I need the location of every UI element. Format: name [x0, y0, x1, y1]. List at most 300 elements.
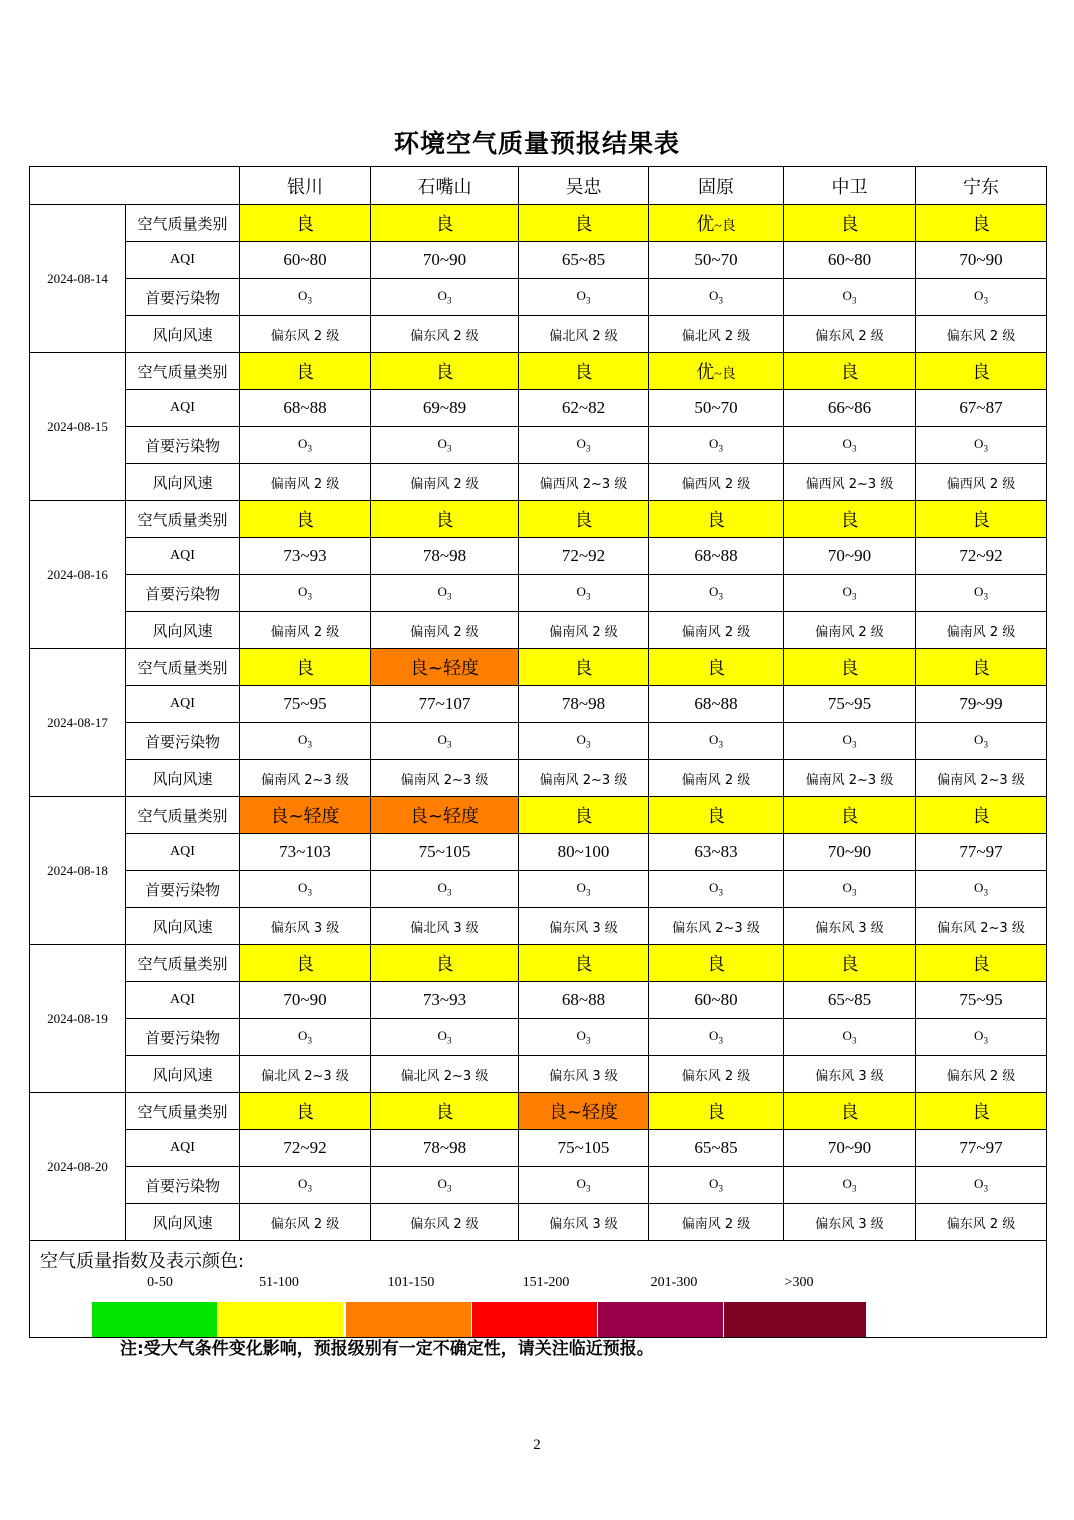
legend-swatch-moderate — [218, 1302, 343, 1338]
quality-category-text: 良 — [972, 362, 990, 383]
quality-category-text: 良~轻度 — [548, 1102, 619, 1123]
date-cell: 2024-08-16 — [30, 501, 126, 649]
wind-cell: 偏南风 2 级 — [916, 612, 1047, 649]
pollutant-cell: $O_3$ — [519, 1019, 649, 1056]
pollutant-cell: $O_3$ — [240, 871, 371, 908]
wind-cell: 偏南风 2 级 — [371, 464, 519, 501]
wind-cell: 偏东风 3 级 — [784, 1056, 916, 1093]
quality-category-cell — [371, 353, 519, 390]
aqi-cell: 50~70 — [649, 390, 784, 427]
wind-cell: 偏北风 2 级 — [519, 316, 649, 353]
aqi-cell: 73~93 — [371, 982, 519, 1019]
wind-cell: 偏南风 2 级 — [649, 1204, 784, 1241]
pollutant-cell: $O_3$ — [649, 279, 784, 316]
quality-category-text: 良~轻度 — [409, 658, 480, 679]
aqi-cell: 70~90 — [916, 242, 1047, 279]
day-row-category — [30, 353, 1047, 390]
wind-cell: 偏东风 2 级 — [371, 1204, 519, 1241]
pollutant-cell: $O_3$ — [916, 427, 1047, 464]
wind-cell: 偏北风 2~3 级 — [371, 1056, 519, 1093]
day-row-wind — [30, 316, 1047, 353]
aqi-cell: 78~98 — [371, 1130, 519, 1167]
row-label-pollutant: 首要污染物 — [126, 723, 240, 760]
wind-cell: 偏东风 3 级 — [784, 1204, 916, 1241]
pollutant-cell: $O_3$ — [240, 1019, 371, 1056]
pollutant-cell: $O_3$ — [519, 723, 649, 760]
row-label-wind: 风向风速 — [126, 612, 240, 649]
quality-category-text: 良 — [296, 362, 314, 383]
legend-range-label: >300 — [784, 1275, 814, 1290]
quality-category-cell — [784, 649, 916, 686]
aqi-cell: 78~98 — [371, 538, 519, 575]
quality-category-cell — [649, 797, 784, 834]
row-label-aqi: AQI — [126, 242, 240, 279]
quality-category-text: 良 — [574, 510, 593, 531]
wind-cell: 偏北风 3 级 — [371, 908, 519, 945]
aqi-cell: 73~103 — [240, 834, 371, 871]
pollutant-cell: $O_3$ — [916, 723, 1047, 760]
day-row-aqi — [30, 538, 1047, 575]
row-label-wind: 风向风速 — [126, 464, 240, 501]
wind-cell: 偏东风 2~3 级 — [649, 908, 784, 945]
aqi-cell: 68~88 — [649, 538, 784, 575]
aqi-cell: 70~90 — [784, 538, 916, 575]
aqi-cell: 77~97 — [916, 1130, 1047, 1167]
aqi-cell: 70~90 — [240, 982, 371, 1019]
quality-category-text: 良 — [574, 362, 593, 383]
aqi-cell: 67~87 — [916, 390, 1047, 427]
quality-category-cell — [371, 205, 519, 242]
pollutant-cell: $O_3$ — [649, 427, 784, 464]
pollutant-cell: $O_3$ — [784, 279, 916, 316]
aqi-cell: 72~92 — [916, 538, 1047, 575]
page-title: 环境空气质量预报结果表 — [393, 129, 680, 158]
legend-range-label: 101-150 — [387, 1275, 435, 1290]
legend-swatch-severe — [724, 1302, 866, 1338]
pollutant-cell: $O_3$ — [371, 427, 519, 464]
quality-category-cell — [916, 1093, 1047, 1130]
row-label-category: 空气质量类别 — [126, 205, 240, 242]
day-row-aqi — [30, 242, 1047, 279]
legend-swatch-light — [346, 1302, 471, 1338]
legend-swatch-medium — [472, 1302, 597, 1338]
quality-category-cell — [649, 1093, 784, 1130]
wind-cell: 偏东风 3 级 — [240, 908, 371, 945]
quality-category-cell — [519, 797, 649, 834]
pollutant-cell: $O_3$ — [519, 427, 649, 464]
pollutant-cell: $O_3$ — [371, 575, 519, 612]
legend-range-label: 151-200 — [522, 1275, 570, 1290]
wind-cell: 偏东风 2 级 — [649, 1056, 784, 1093]
city-header: 宁东 — [916, 167, 1047, 205]
aqi-cell: 75~105 — [519, 1130, 649, 1167]
page-number: 2 — [533, 1437, 541, 1453]
pollutant-cell: $O_3$ — [240, 279, 371, 316]
wind-cell: 偏南风 2 级 — [784, 612, 916, 649]
quality-category-cell — [916, 649, 1047, 686]
quality-category-text: 良 — [840, 510, 859, 531]
quality-category-text: 良 — [972, 214, 990, 235]
legend-swatch-heavy — [598, 1302, 723, 1338]
date-cell: 2024-08-14 — [30, 205, 126, 353]
pollutant-cell: $O_3$ — [784, 871, 916, 908]
aqi-cell: 65~85 — [649, 1130, 784, 1167]
quality-category-cell — [371, 1093, 519, 1130]
row-label-pollutant: 首要污染物 — [126, 279, 240, 316]
quality-category-text: 良 — [435, 362, 454, 383]
day-row-pollutant — [30, 871, 1047, 908]
pollutant-cell: $O_3$ — [649, 575, 784, 612]
aqi-cell: 77~97 — [916, 834, 1047, 871]
day-row-aqi — [30, 834, 1047, 871]
city-header: 固原 — [649, 167, 784, 205]
quality-category-text: 优 — [696, 214, 715, 235]
wind-cell: 偏西风 2 级 — [916, 464, 1047, 501]
legend-title: 空气质量指数及表示颜色: — [40, 1251, 245, 1272]
date-cell: 2024-08-17 — [30, 649, 126, 797]
corner-cell — [30, 167, 240, 205]
quality-category-text: 良 — [435, 510, 454, 531]
row-label-pollutant: 首要污染物 — [126, 575, 240, 612]
quality-category-text: 良 — [435, 214, 454, 235]
wind-cell: 偏南风 2 级 — [519, 612, 649, 649]
aqi-cell: 65~85 — [519, 242, 649, 279]
quality-category-cell — [519, 1093, 649, 1130]
day-row-pollutant — [30, 1019, 1047, 1056]
aqi-cell: 72~92 — [519, 538, 649, 575]
aqi-cell: 65~85 — [784, 982, 916, 1019]
pollutant-cell: $O_3$ — [371, 1167, 519, 1204]
aqi-cell: 60~80 — [649, 982, 784, 1019]
day-row-category — [30, 649, 1047, 686]
row-label-pollutant: 首要污染物 — [126, 427, 240, 464]
quality-category-text: 良 — [296, 954, 314, 975]
aqi-cell: 68~88 — [519, 982, 649, 1019]
city-header: 石嘴山 — [371, 167, 519, 205]
quality-category-text: 良 — [296, 1102, 314, 1123]
quality-category-text: 良 — [840, 806, 859, 827]
row-label-aqi: AQI — [126, 390, 240, 427]
quality-category-cell — [649, 205, 784, 242]
quality-category-cell — [240, 945, 371, 982]
day-row-category — [30, 945, 1047, 982]
aqi-cell: 69~89 — [371, 390, 519, 427]
quality-category-text: 良 — [435, 954, 454, 975]
quality-category-text: 良 — [435, 1102, 454, 1123]
quality-category-text: 良 — [707, 658, 725, 679]
wind-cell: 偏南风 2 级 — [371, 612, 519, 649]
quality-category-cell — [519, 649, 649, 686]
day-row-category — [30, 1093, 1047, 1130]
quality-category-cell — [240, 797, 371, 834]
city-header: 吴忠 — [519, 167, 649, 205]
wind-cell: 偏南风 2~3 级 — [916, 760, 1047, 797]
row-label-aqi: AQI — [126, 1130, 240, 1167]
quality-category-text: 良 — [840, 214, 859, 235]
quality-category-cell — [240, 649, 371, 686]
pollutant-cell: $O_3$ — [784, 1019, 916, 1056]
pollutant-cell: $O_3$ — [784, 723, 916, 760]
aqi-cell: 60~80 — [784, 242, 916, 279]
quality-category-text: 良 — [296, 658, 314, 679]
quality-category-cell — [519, 205, 649, 242]
pollutant-cell: $O_3$ — [784, 427, 916, 464]
pollutant-cell: $O_3$ — [916, 1167, 1047, 1204]
aqi-cell: 70~90 — [784, 834, 916, 871]
aqi-cell: 77~107 — [371, 686, 519, 723]
quality-category-cell — [371, 501, 519, 538]
aqi-cell: 75~95 — [916, 982, 1047, 1019]
quality-category-cell — [240, 1093, 371, 1130]
pollutant-cell: $O_3$ — [916, 1019, 1047, 1056]
row-label-category: 空气质量类别 — [126, 353, 240, 390]
city-header: 中卫 — [784, 167, 916, 205]
row-label-category: 空气质量类别 — [126, 797, 240, 834]
pollutant-cell: $O_3$ — [916, 575, 1047, 612]
day-row-aqi — [30, 686, 1047, 723]
date-cell: 2024-08-18 — [30, 797, 126, 945]
quality-category-text: 良~轻度 — [270, 806, 340, 827]
row-label-pollutant: 首要污染物 — [126, 1167, 240, 1204]
pollutant-cell: $O_3$ — [371, 723, 519, 760]
quality-category-cell — [784, 1093, 916, 1130]
wind-cell: 偏西风 2~3 级 — [784, 464, 916, 501]
pollutant-cell: $O_3$ — [371, 871, 519, 908]
aqi-cell: 75~95 — [240, 686, 371, 723]
quality-category-text: 良 — [972, 954, 990, 975]
quality-category-cell — [519, 945, 649, 982]
city-header: 银川 — [240, 167, 371, 205]
wind-cell: 偏东风 2 级 — [916, 316, 1047, 353]
day-row-pollutant — [30, 723, 1047, 760]
quality-category-text: 良 — [296, 510, 314, 531]
quality-category-text: 良~轻度 — [409, 806, 480, 827]
aqi-cell: 66~86 — [784, 390, 916, 427]
quality-category-text: 良 — [972, 510, 990, 531]
day-row-category — [30, 797, 1047, 834]
quality-category-cell — [240, 353, 371, 390]
wind-cell: 偏北风 2 级 — [649, 316, 784, 353]
day-row-pollutant — [30, 1167, 1047, 1204]
aqi-cell: 62~82 — [519, 390, 649, 427]
wind-cell: 偏北风 2~3 级 — [240, 1056, 371, 1093]
pollutant-cell: $O_3$ — [649, 1019, 784, 1056]
quality-category-cell — [916, 205, 1047, 242]
aqi-cell: 75~105 — [371, 834, 519, 871]
date-cell: 2024-08-19 — [30, 945, 126, 1093]
aqi-cell: 70~90 — [784, 1130, 916, 1167]
quality-category-text: 良 — [707, 1102, 725, 1123]
day-row-wind — [30, 612, 1047, 649]
quality-category-text: 良 — [840, 658, 859, 679]
row-label-pollutant: 首要污染物 — [126, 871, 240, 908]
day-row-wind — [30, 760, 1047, 797]
wind-cell: 偏东风 3 级 — [519, 908, 649, 945]
row-label-category: 空气质量类别 — [126, 945, 240, 982]
quality-category-cell — [519, 501, 649, 538]
quality-category-text: 良 — [296, 214, 314, 235]
pollutant-cell: $O_3$ — [784, 575, 916, 612]
legend-body — [30, 1241, 1047, 1338]
row-label-category: 空气质量类别 — [126, 1093, 240, 1130]
wind-cell: 偏西风 2 级 — [649, 464, 784, 501]
forecast-body — [30, 167, 1047, 1241]
day-row-category — [30, 501, 1047, 538]
pollutant-cell: $O_3$ — [649, 1167, 784, 1204]
quality-category-text: 良 — [707, 510, 725, 531]
day-row-wind — [30, 908, 1047, 945]
pollutant-cell: $O_3$ — [649, 723, 784, 760]
day-row-aqi — [30, 982, 1047, 1019]
quality-category-text: 优 — [696, 362, 715, 383]
quality-category-sub: ~良 — [714, 367, 736, 382]
legend-range-label: 51-100 — [259, 1275, 299, 1290]
quality-category-cell — [784, 945, 916, 982]
aqi-cell: 68~88 — [649, 686, 784, 723]
quality-category-cell — [649, 945, 784, 982]
legend-cell — [30, 1241, 1047, 1338]
legend-range-label: 0-50 — [147, 1275, 173, 1290]
quality-category-cell — [649, 501, 784, 538]
aqi-cell: 60~80 — [240, 242, 371, 279]
aqi-cell: 73~93 — [240, 538, 371, 575]
aqi-cell: 50~70 — [649, 242, 784, 279]
quality-category-cell — [371, 649, 519, 686]
pollutant-cell: $O_3$ — [240, 1167, 371, 1204]
row-label-wind: 风向风速 — [126, 1056, 240, 1093]
day-row-aqi — [30, 1130, 1047, 1167]
date-cell: 2024-08-20 — [30, 1093, 126, 1241]
legend-range-label: 201-300 — [650, 1275, 698, 1290]
quality-category-text: 良 — [574, 658, 593, 679]
wind-cell: 偏南风 2~3 级 — [371, 760, 519, 797]
wind-cell: 偏南风 2 级 — [649, 760, 784, 797]
row-label-wind: 风向风速 — [126, 908, 240, 945]
wind-cell: 偏东风 2 级 — [916, 1056, 1047, 1093]
aqi-cell: 75~95 — [784, 686, 916, 723]
wind-cell: 偏东风 2 级 — [371, 316, 519, 353]
disclaimer-note: 注:受大气条件变化影响，预报级别有一定不确定性，请关注临近预报。 — [120, 1339, 654, 1359]
wind-cell: 偏东风 2 级 — [240, 1204, 371, 1241]
pollutant-cell: $O_3$ — [784, 1167, 916, 1204]
wind-cell: 偏南风 2~3 级 — [519, 760, 649, 797]
quality-category-cell — [916, 797, 1047, 834]
quality-category-cell — [784, 353, 916, 390]
header-row — [30, 167, 1047, 205]
pollutant-cell: $O_3$ — [371, 279, 519, 316]
quality-category-text: 良 — [707, 954, 725, 975]
day-row-pollutant — [30, 427, 1047, 464]
row-label-category: 空气质量类别 — [126, 501, 240, 538]
row-label-aqi: AQI — [126, 982, 240, 1019]
aqi-cell: 78~98 — [519, 686, 649, 723]
wind-cell: 偏西风 2~3 级 — [519, 464, 649, 501]
quality-category-cell — [916, 353, 1047, 390]
pollutant-cell: $O_3$ — [519, 1167, 649, 1204]
pollutant-cell: $O_3$ — [240, 427, 371, 464]
quality-category-cell — [371, 945, 519, 982]
wind-cell: 偏东风 2~3 级 — [916, 908, 1047, 945]
quality-category-text: 良 — [574, 954, 593, 975]
wind-cell: 偏东风 3 级 — [784, 908, 916, 945]
wind-cell: 偏南风 2~3 级 — [784, 760, 916, 797]
row-label-aqi: AQI — [126, 538, 240, 575]
day-row-pollutant — [30, 279, 1047, 316]
pollutant-cell: $O_3$ — [240, 575, 371, 612]
legend-swatch-good — [92, 1302, 217, 1338]
quality-category-text: 良 — [840, 1102, 859, 1123]
quality-category-cell — [649, 353, 784, 390]
quality-category-cell — [649, 649, 784, 686]
pollutant-cell: $O_3$ — [916, 871, 1047, 908]
day-row-category — [30, 205, 1047, 242]
quality-category-text: 良 — [574, 214, 593, 235]
pollutant-cell: $O_3$ — [519, 575, 649, 612]
quality-category-text: 良 — [707, 806, 725, 827]
pollutant-cell: $O_3$ — [371, 1019, 519, 1056]
day-row-wind — [30, 1204, 1047, 1241]
date-cell: 2024-08-15 — [30, 353, 126, 501]
quality-category-cell — [240, 205, 371, 242]
aqi-cell: 79~99 — [916, 686, 1047, 723]
row-label-wind: 风向风速 — [126, 1204, 240, 1241]
wind-cell: 偏南风 2 级 — [240, 464, 371, 501]
quality-category-cell — [784, 501, 916, 538]
row-label-category: 空气质量类别 — [126, 649, 240, 686]
day-row-wind — [30, 1056, 1047, 1093]
quality-category-text: 良 — [840, 362, 859, 383]
wind-cell: 偏南风 2 级 — [649, 612, 784, 649]
wind-cell: 偏东风 2 级 — [240, 316, 371, 353]
aqi-cell: 68~88 — [240, 390, 371, 427]
day-row-aqi — [30, 390, 1047, 427]
quality-category-cell — [784, 205, 916, 242]
wind-cell: 偏南风 2~3 级 — [240, 760, 371, 797]
quality-category-cell — [371, 797, 519, 834]
row-label-pollutant: 首要污染物 — [126, 1019, 240, 1056]
aqi-cell: 70~90 — [371, 242, 519, 279]
pollutant-cell: $O_3$ — [519, 279, 649, 316]
day-row-pollutant — [30, 575, 1047, 612]
pollutant-cell: $O_3$ — [240, 723, 371, 760]
wind-cell: 偏东风 2 级 — [784, 316, 916, 353]
aqi-cell: 72~92 — [240, 1130, 371, 1167]
row-label-aqi: AQI — [126, 686, 240, 723]
quality-category-text: 良 — [972, 806, 990, 827]
quality-category-text: 良 — [972, 1102, 990, 1123]
quality-category-sub: ~良 — [714, 219, 736, 234]
wind-cell: 偏东风 3 级 — [519, 1204, 649, 1241]
wind-cell: 偏南风 2 级 — [240, 612, 371, 649]
pollutant-cell: $O_3$ — [649, 871, 784, 908]
quality-category-cell — [240, 501, 371, 538]
quality-category-text: 良 — [574, 806, 593, 827]
row-label-wind: 风向风速 — [126, 760, 240, 797]
day-row-wind — [30, 464, 1047, 501]
forecast-table — [29, 166, 1047, 1338]
quality-category-text: 良 — [972, 658, 990, 679]
aqi-cell: 63~83 — [649, 834, 784, 871]
row-label-aqi: AQI — [126, 834, 240, 871]
quality-category-cell — [519, 353, 649, 390]
quality-category-cell — [916, 945, 1047, 982]
quality-category-cell — [784, 797, 916, 834]
quality-category-cell — [916, 501, 1047, 538]
row-label-wind: 风向风速 — [126, 316, 240, 353]
aqi-cell: 80~100 — [519, 834, 649, 871]
pollutant-cell: $O_3$ — [916, 279, 1047, 316]
wind-cell: 偏东风 2 级 — [916, 1204, 1047, 1241]
